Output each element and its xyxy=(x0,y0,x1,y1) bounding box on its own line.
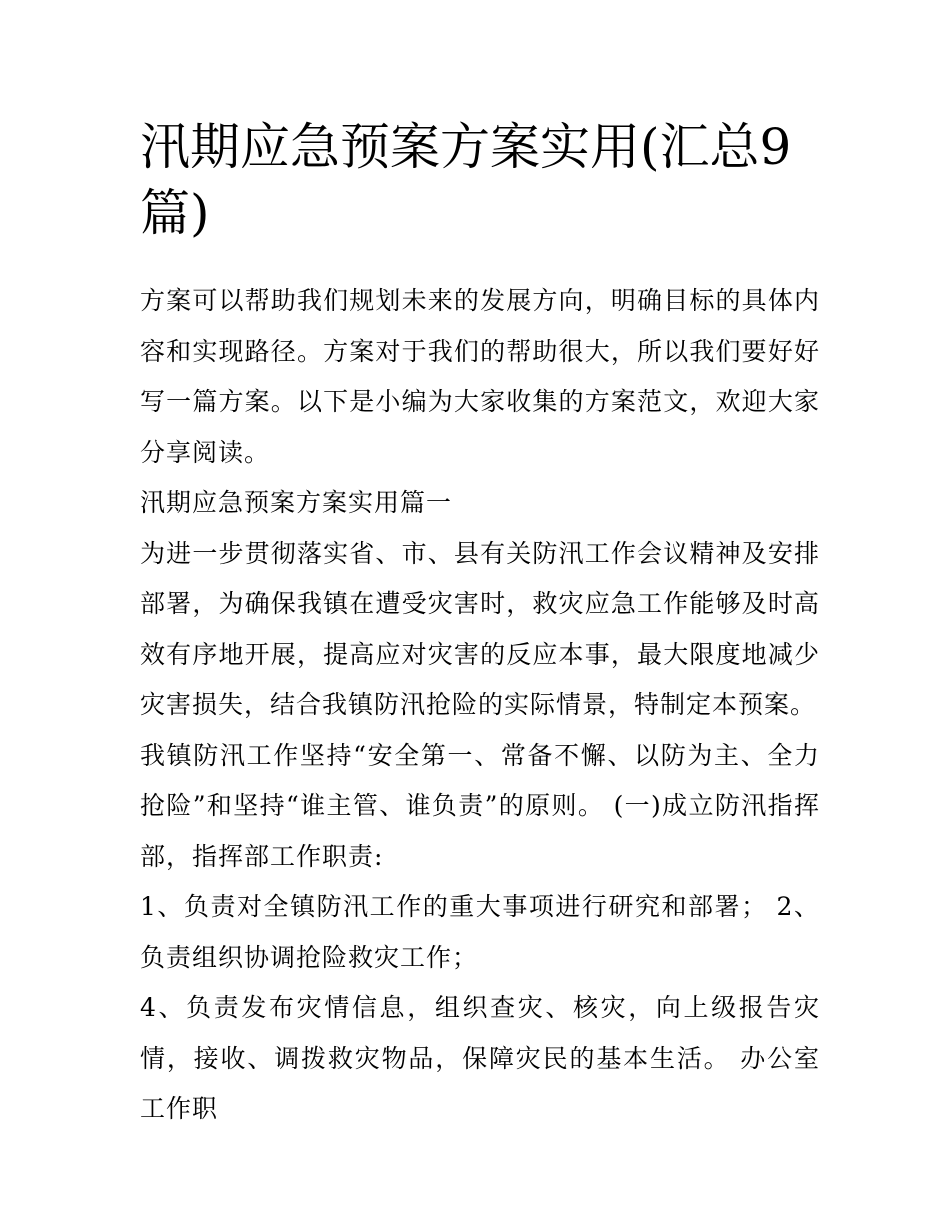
section-heading: 汛期应急预案方案实用篇一 xyxy=(140,488,453,517)
document-title: 汛期应急预案方案实用(汇总9篇) xyxy=(140,118,792,242)
intro-paragraph: 方案可以帮助我们规划未来的发展方向，明确目标的具体内容和实现路径。方案对于我们的帮助很大，所以我们要好好写一篇方案。以下是小编为大家收集的方案范文，欢迎大家分享阅读。 xyxy=(140,286,820,467)
body-paragraph: 1、负责对全镇防汛工作的重大事项进行研究和部署； 2、负责组织协调抢险救灾工作； xyxy=(140,892,820,972)
body-paragraph: 4、负责发布灾情信息，组织查灾、核灾，向上级报告灾情，接收、调拨救灾物品，保障灾民的基本生活。 办公室工作职 xyxy=(140,993,820,1123)
body-paragraph: 为进一步贯彻落实省、市、县有关防汛工作会议精神及安排部署，为确保我镇在遭受灾害时，救灾应急工作能够及时高效有序地开展，提高应对灾害的反应本事，最大限度地减少灾害损失，结合我镇防汛抢险的实际情景，特制定本预案。 xyxy=(140,538,820,719)
document-content xyxy=(140,114,820,1135)
body-paragraph: 我镇防汛工作坚持“安全第一、常备不懈、以防为主、全力抢险”和坚持“谁主管、谁负责”的原则。 (一)成立防汛指挥部，指挥部工作职责: xyxy=(140,740,820,871)
